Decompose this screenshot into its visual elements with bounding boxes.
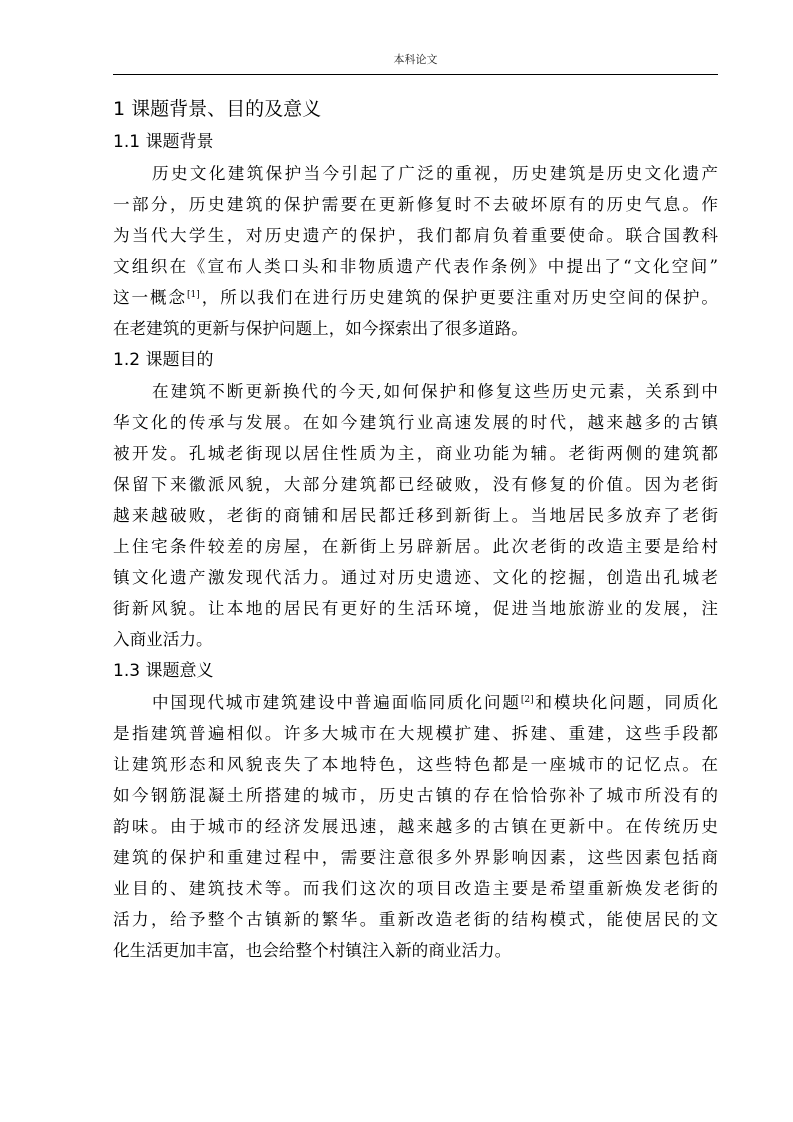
text-line: 韵味。由于城市的经济发展迅速，越来越多的古镇在更新中。在传统历史 — [113, 817, 718, 836]
text-line: 如今钢筋混凝土所搭建的城市，历史古镇的存在恰恰弥补了城市所没有的 — [113, 786, 718, 805]
text-line: 越来越破败，老街的商铺和居民都迁移到新街上。当地居民多放弃了老街 — [113, 506, 718, 525]
text-line: 镇文化遗产激发现代活力。通过对历史遗迹、文化的挖掘，创造出孔城老 — [113, 568, 718, 587]
text-line: 一部分，历史建筑的保护需要在更新修复时不去破坏原有的历史气息。作 — [113, 195, 718, 214]
text-line: 在老建筑的更新与保护问题上，如今探索出了很多道路。 — [113, 319, 528, 338]
paragraph-significance — [113, 687, 718, 966]
section-heading-significance: 1.3 课题意义 — [113, 661, 214, 681]
text-line: 历史文化建筑保护当今引起了广泛的重视，历史建筑是历史文化遗产 — [152, 164, 718, 183]
document-body — [113, 92, 718, 966]
chapter-heading: 1 课题背景、目的及意义 — [113, 98, 322, 120]
section-heading-background: 1.1 课题背景 — [113, 132, 214, 152]
header-title: 本科论文 — [393, 53, 438, 66]
line-start: 这一概念 — [113, 288, 188, 307]
citation-ref-1[interactable]: [1] — [187, 290, 200, 300]
section-heading-purpose: 1.2 课题目的 — [113, 350, 214, 370]
text-line: 在建筑不断更新换代的今天,如何保护和修复这些历史元素，关系到中 — [152, 382, 718, 401]
citation-ref-2[interactable]: [2] — [520, 695, 534, 705]
paragraph-purpose — [113, 376, 718, 655]
page-header — [113, 52, 718, 75]
text-line: 活力，给予整个古镇新的繁华。重新改造老街的结构模式，能使居民的文 — [113, 910, 718, 929]
paragraph-background — [113, 158, 718, 344]
text-line: 入商业活力。 — [113, 630, 213, 649]
text-line: 被开发。孔城老街现以居住性质为主，商业功能为辅。老街两侧的建筑都 — [113, 444, 718, 463]
line-end: 所以我们在进行历史建筑的保护更要注重对历史空间的保护。 — [220, 288, 718, 307]
text-line: 业目的、建筑技术等。而我们这次的项目改造主要是希望重新焕发老街的 — [113, 879, 718, 898]
text-line: 上住宅条件较差的房屋，在新街上另辟新居。此次老街的改造主要是给村 — [113, 537, 718, 556]
text-line: 文组织在《宣布人类口头和非物质遗产代表作条例》中提出了“文化空间” — [113, 257, 718, 276]
text-line: 是指建筑普遍相似。许多大城市在大规模扩建、拆建、重建，这些手段都 — [113, 724, 718, 743]
text-line — [113, 282, 718, 313]
text-line: 华文化的传承与发展。在如今建筑行业高速发展的时代，越来越多的古镇 — [113, 413, 718, 432]
line-start: 中国现代城市建筑建设中普遍面临同质化问题 — [152, 693, 521, 712]
text-line: 街新风貌。让本地的居民有更好的生活环境，促进当地旅游业的发展，注 — [113, 599, 718, 618]
line-end: 和模块化问题，同质化 — [533, 693, 719, 712]
text-line: 保留下来徽派风貌，大部分建筑都已经破败，没有修复的价值。因为老街 — [113, 475, 718, 494]
text-line: 让建筑形态和风貌丧失了本地特色，这些特色都是一座城市的记忆点。在 — [113, 755, 718, 774]
text-line: 为当代大学生，对历史遗产的保护，我们都肩负着重要使命。联合国教科 — [113, 226, 718, 245]
text-line: 建筑的保护和重建过程中，需要注意很多外界影响因素，这些因素包括商 — [113, 848, 718, 867]
line-separator: ， — [199, 288, 221, 307]
text-line — [113, 687, 718, 718]
text-line: 化生活更加丰富，也会给整个村镇注入新的商业活力。 — [113, 941, 512, 960]
